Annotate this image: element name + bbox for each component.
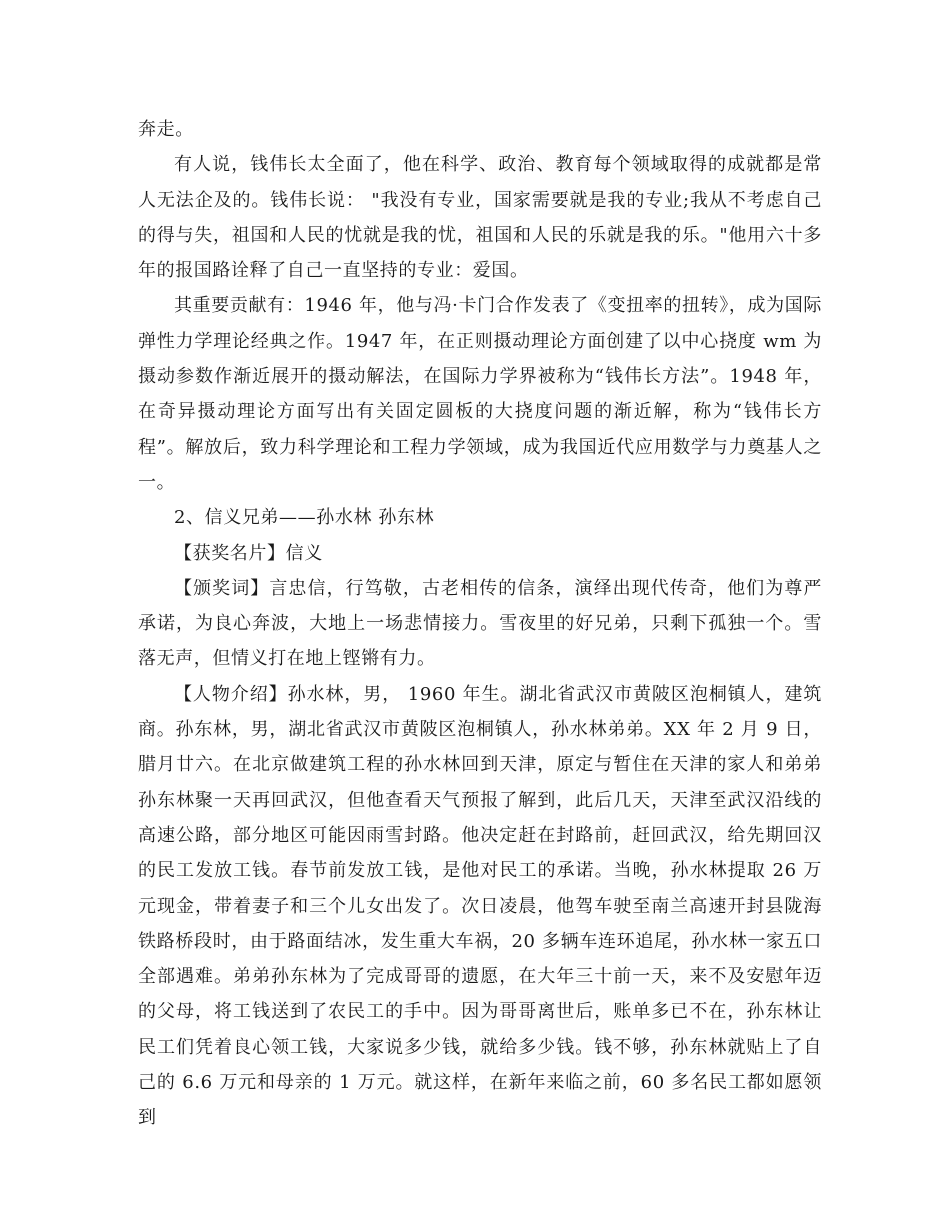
paragraph-continuation: 奔走。 [138,119,194,140]
section-heading-xinyi-brothers: 2、信义兄弟——孙水林 孙东林 [174,507,435,529]
document-page [138,112,822,1136]
award-citation: 【颁奖词】言忠信，行笃敬，古老相传的信条，演绎出现代传奇，他们为尊严承诺，为良心奔波，大地上一场悲情接力。雪夜里的好兄弟，只剩下孤独一个。雪落无声，但情义打在地上铿锵有力。 [138,577,822,670]
person-introduction: 【人物介绍】孙水林，男， 1960 年生。湖北省武汉市黄陂区泡桐镇人，建筑商。孙东林，男，湖北省武汉市黄陂区泡桐镇人，孙水林弟弟。XX 年 2 月 9 日，腊月廿六。在北京做建筑工程的孙水林回到天津，原定与暂住在天津的家人和弟弟孙东林聚一天再回武汉，但他查看天气预报了解到，此后几天，天津至武汉沿线的高速公路，部分地区可能因雨雪封路。他决定赶在封路前，赶回武汉，给先期回汉的民工发放工钱。春节前发放工钱，是他对民工的承诺。当晚，孙水林提取 26 万元现金，带着妻子和三个儿女出发了。次日凌晨，他驾车驶至南兰高速开封县陇海铁路桥段时，由于路面结冰，发生重大车祸，20 多辆车连环追尾，孙水林一家五口全部遇难。弟弟孙东林为了完成哥哥的遗愿，在大年三十前一天，来不及安慰年迈的父母，将工钱送到了农民工的手中。因为哥哥离世后，账单多已不在，孙东林让民工们凭着良心领工钱，大家说多少钱，就给多少钱。钱不够，孙东林就贴上了自己的 6.6 万元和母亲的 1 万元。就这样，在新年来临之前，60 多名民工都如愿领到 [138,683,822,1129]
paragraph-qian-contributions: 其重要贡献有：1946 年，他与冯·卡门合作发表了《变扭率的扭转》，成为国际弹性力学理论经典之作。1947 年，在正则摄动理论方面创建了以中心挠度 wm 为摄动参数作渐近展开的摄动解法，在国际力学界被称为“钱伟长方法”。1948 年，在奇异摄动理论方面写出有关固定圆板的大挠度问题的渐近解，称为“钱伟长方程”。解放后，致力科学理论和工程力学领域，成为我国近代应用数学与力奠基人之一。 [138,295,822,493]
paragraph-qian-specialty: 有人说，钱伟长太全面了，他在科学、政治、教育每个领域取得的成就都是常人无法企及的。钱伟长说： "我没有专业，国家需要就是我的专业;我从不考虑自己的得与失，祖国和人民的忧就是我的忧，祖国和人民的乐就是我的乐。"他用六十多年的报国路诠释了自己一直坚持的专业：爱国。 [138,154,822,282]
award-card: 【获奖名片】信义 [174,542,323,564]
